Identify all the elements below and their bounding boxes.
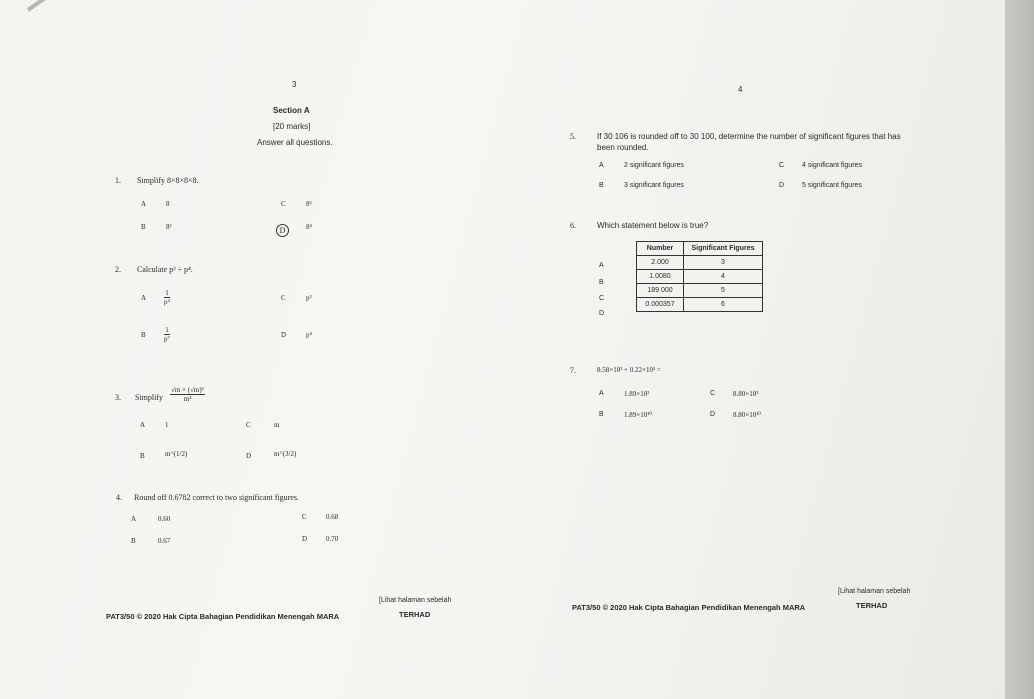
section-title: Section A (273, 106, 310, 115)
table-row (637, 284, 763, 298)
right-footer-copyright: PAT3/50 © 2020 Hak Cipta Bahagian Pendidikan Menengah MARA (572, 603, 806, 612)
q3-option-d-label: D (246, 452, 252, 460)
q2-option-a-numerator: 1 (165, 288, 169, 297)
q3-number: 3. (115, 393, 121, 402)
table-header-row (637, 242, 763, 256)
q1-option-b-label: B (141, 223, 146, 231)
q1-option-d-selected (276, 220, 289, 238)
section-marks: [20 marks] (273, 122, 311, 131)
q3-text: Simplify (135, 393, 164, 402)
q5-option-d: 5 significant figures (802, 182, 862, 189)
q7-option-c-label: C (710, 390, 716, 397)
q4-option-c: 0.68 (326, 513, 339, 521)
left-footer-status: TERHAD (399, 610, 431, 619)
q4-option-d: 0.70 (326, 535, 339, 543)
q3-option-b-label: B (140, 452, 145, 460)
table-row (637, 298, 763, 312)
q3-option-a-label: A (140, 421, 146, 429)
q5-option-b-label: B (599, 182, 604, 189)
right-footer-note: [Lihat halaman sebelah (838, 588, 911, 595)
q4-number: 4. (116, 493, 122, 502)
q6-option-b-label: B (599, 279, 604, 286)
q2-option-a-denominator: p⁴ (164, 297, 170, 306)
q5-option-c-label: C (779, 162, 785, 169)
q5-option-b: 3 significant figures (624, 182, 684, 189)
q7-option-a: 1.89×10³ (624, 390, 650, 398)
q1-option-d: 8⁴ (306, 223, 312, 231)
q7-option-b: 1.89×10¹⁰ (624, 411, 653, 419)
paper-edge-shadow (1005, 0, 1034, 699)
q5-option-a-label: A (599, 162, 604, 169)
table-cell-sf: 5 (684, 284, 763, 298)
q4-option-a: 0.60 (158, 515, 171, 523)
q2-option-a-label: A (141, 294, 147, 302)
q3-option-c: m (274, 421, 280, 429)
q2-option-b-label: B (141, 331, 146, 339)
right-footer-status: TERHAD (856, 601, 888, 610)
q1-option-a-label: A (141, 200, 147, 208)
q4-text: Round off 0.6782 correct to two significant figures. (134, 493, 299, 502)
q5-text-line2: been rounded. (597, 143, 649, 152)
q6-option-a-label: A (599, 262, 604, 269)
q4-option-d-label: D (302, 535, 308, 543)
q3-expression-denominator: m² (183, 394, 192, 403)
section-instruction: Answer all questions. (257, 138, 333, 147)
q6-number: 6. (570, 221, 576, 230)
q2-option-c-label: C (281, 294, 286, 302)
q3-option-d: m^(3/2) (274, 450, 297, 458)
q3-option-a: 1 (165, 421, 169, 429)
q2-option-d-label: D (281, 331, 287, 339)
q1-option-d-label: D (276, 224, 289, 237)
table-cell-sf: 3 (684, 256, 763, 270)
q4-option-a-label: A (131, 515, 137, 523)
q4-option-c-label: C (302, 513, 307, 521)
q5-option-c: 4 significant figures (802, 162, 862, 169)
table-cell-number: 2.000 (637, 256, 684, 270)
q5-number: 5. (570, 132, 576, 141)
table-header-significant-figures: Significant Figures (684, 242, 763, 256)
table-cell-number: 0.000357 (637, 298, 684, 312)
q2-option-b-denominator: p⁷ (164, 334, 170, 343)
q1-option-c: 8³ (306, 200, 312, 208)
table-cell-sf: 6 (684, 298, 763, 312)
q7-option-c: 8.80×10³ (733, 390, 759, 398)
table-header-number: Number (637, 242, 684, 256)
q2-number: 2. (115, 265, 121, 274)
significant-figures-table (636, 241, 763, 312)
q1-option-c-label: C (281, 200, 286, 208)
q6-option-d-label: D (599, 310, 605, 317)
q3-expression-numerator: √m × (√m)³ (171, 385, 204, 394)
q2-option-d: p⁴ (306, 331, 312, 339)
q5-text-line1: If 30 106 is rounded off to 30 100, determine the number of significant figures that has (597, 132, 901, 141)
q6-option-c-label: C (599, 295, 605, 302)
q6-text: Which statement below is true? (597, 221, 709, 230)
q1-option-b: 8² (166, 223, 172, 231)
table-cell-number: 1.0080 (637, 270, 684, 284)
q2-text: Calculate p³ ÷ p⁴. (137, 265, 193, 274)
q7-text: 8.58×10³ + 0.22×10³ = (597, 366, 661, 374)
q3-option-b: m^(1/2) (165, 450, 188, 458)
table-row (637, 256, 763, 270)
q7-option-a-label: A (599, 390, 604, 397)
table-row (637, 270, 763, 284)
q3-option-c-label: C (246, 421, 251, 429)
q1-number: 1. (115, 176, 121, 185)
left-footer-copyright: PAT3/50 © 2020 Hak Cipta Bahagian Pendidikan Menengah MARA (106, 612, 340, 621)
q5-option-d-label: D (779, 182, 785, 189)
q5-option-a: 2 significant figures (624, 162, 684, 169)
page-number-right: 4 (738, 85, 743, 94)
page-number-left: 3 (292, 80, 297, 89)
q2-option-b-numerator: 1 (165, 325, 169, 334)
q1-option-a: 8 (166, 200, 170, 208)
q7-option-d-label: D (710, 411, 716, 418)
q7-option-d: 8.80×10¹⁰ (733, 411, 762, 419)
q2-option-a (164, 288, 170, 306)
q4-option-b: 0.67 (158, 537, 171, 545)
q1-text: Simplify 8×8×8×8. (137, 176, 199, 185)
table-cell-sf: 4 (684, 270, 763, 284)
left-footer-note: [Lihat halaman sebelah (379, 597, 452, 604)
q4-option-b-label: B (131, 537, 136, 545)
table-cell-number: 189 000 (637, 284, 684, 298)
q7-number: 7. (570, 366, 576, 375)
q2-option-b (164, 325, 170, 343)
q2-option-c: p³ (306, 294, 312, 302)
q7-option-b-label: B (599, 411, 604, 418)
q3-expression (170, 385, 205, 403)
